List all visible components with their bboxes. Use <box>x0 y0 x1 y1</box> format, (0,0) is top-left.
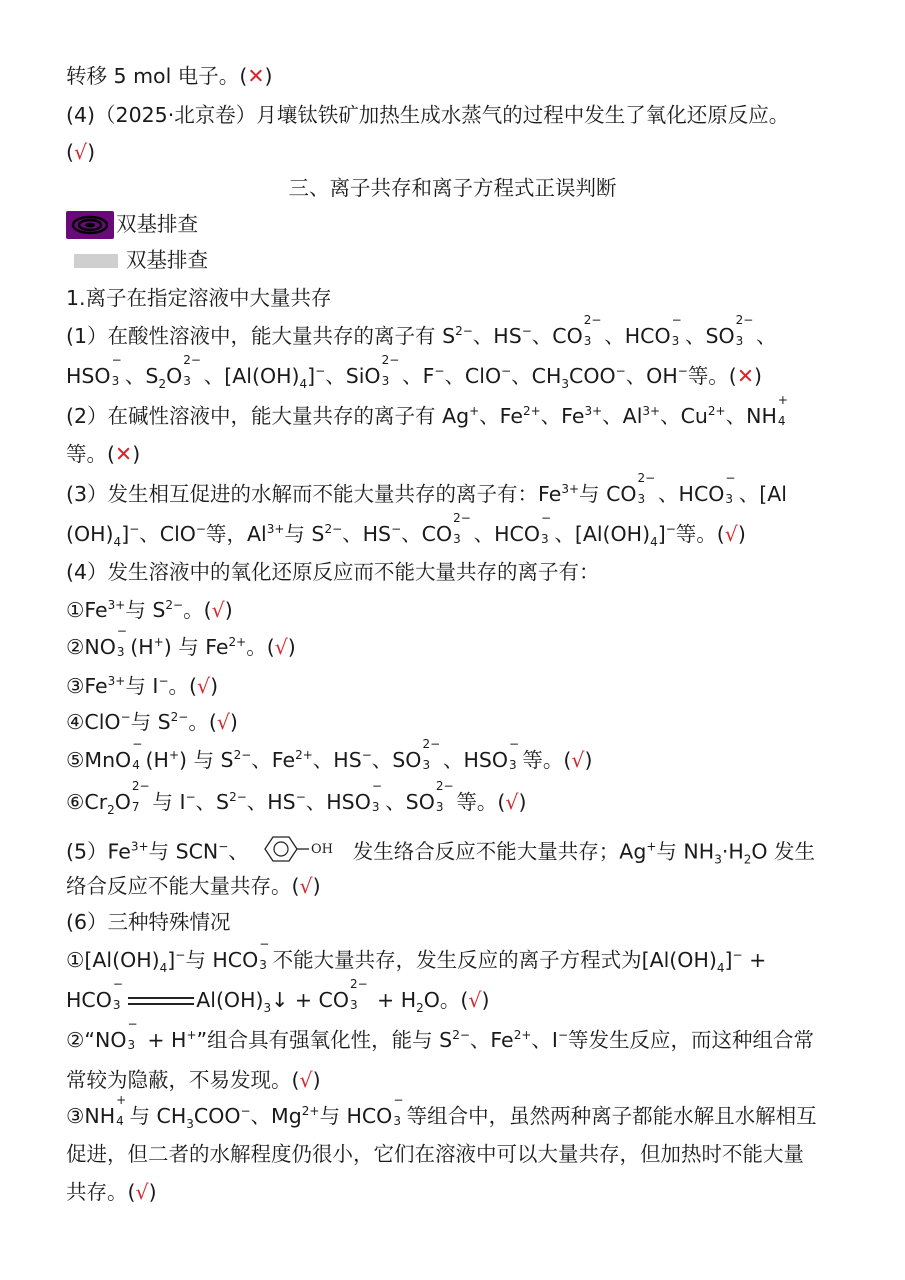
check-mark-icon: √ <box>299 874 313 898</box>
special-3-line-3: 共存。(√) <box>66 1180 157 1204</box>
item-2-line-2: 等。(✕) <box>66 442 141 466</box>
heading-1: 1.离子在指定溶液中大量共存 <box>66 286 332 310</box>
item-4-mark: (√) <box>66 140 96 164</box>
special-2-line-2: 常较为隐蔽，不易发现。(√) <box>66 1068 321 1092</box>
redox-5: ⑤MnO − 4 (H+) 与 $S^{2-}$、$Fe^{2+}$、HS−、SO 2− 3 、HSO − 3 等。(√) <box>66 736 593 772</box>
item-3-line-2: $(OH)_4]^-$、ClO−等，$Al^{3+}$与 $S^{2-}$、HS−、CO 2− 3 、HCO − 3 、$[Al(OH)_4]^-$等。(√) <box>66 510 746 550</box>
check-mark-icon: √ <box>274 635 288 659</box>
item-5-line-1: $(5)Fe^{3+}$与 SCN−、 OH 发生络合反应不能大量共存；Ag+与 $NH_3\cdot H_2O$ 发生 <box>66 834 815 871</box>
phenol-oh-label: OH <box>310 842 333 857</box>
line-1: 转移 5 mol 电子。(✕) <box>66 64 273 88</box>
check-mark-icon: √ <box>135 1180 149 1204</box>
item-1-line-2: HSO − 3 、$S_2O$ 2− 3 、$[Al(OH)_4]^-$、SiO 2− 3 、F−、ClO−、$CH_3COO^-$、OH−等。(✕) <box>66 352 762 392</box>
equals-arrow <box>128 997 194 1005</box>
cross-mark-icon: ✕ <box>247 64 265 88</box>
check-mark-icon: √ <box>299 1068 313 1092</box>
item-3-line-1: (3）发生相互促进的水解而不能大量共存的离子有：$Fe^{3+}$与 CO 2− 3 、HCO − 3 、[Al <box>66 470 787 506</box>
check-mark-icon: √ <box>571 748 585 772</box>
check-mark-icon: √ <box>197 674 211 698</box>
redox-3: $③Fe^{3+}$与 I−。(√) <box>66 674 219 698</box>
special-1-line-1: $①[Al(OH)_4]^-$与 HCO − 3 不能大量共存，发生反应的离子方程式为$[Al(OH)_4]^-$ + <box>66 936 767 976</box>
badge-icon <box>66 211 114 239</box>
check-mark-icon: √ <box>724 522 738 546</box>
check-mark-icon: √ <box>211 598 225 622</box>
special-1-line-2: HCO − 3 $Al(OH)_3↓$ + CO 2− 3 + $H_2O$。(√) <box>66 976 490 1016</box>
item-6-heading: (6）三种特殊情况 <box>66 910 231 934</box>
sub-heading: 双基排查 <box>74 246 208 274</box>
check-mark-icon: √ <box>505 790 519 814</box>
item-5-line-2: 络合反应不能大量共存。(√) <box>66 874 321 898</box>
redox-6: $⑥Cr_2O$ 2− 7 与 I−、$S^{2-}$、HS−、HSO − 3 、SO 2− 3 等。(√) <box>66 778 527 818</box>
item-4b-heading: (4）发生溶液中的氧化还原反应而不能大量共存的离子有： <box>66 560 600 584</box>
special-2-line-1: ②“NO − 3 + H+”组合具有强氧化性，能与 $S^{2-}$、$Fe^{2+}$、I−等发生反应，而这种组合常 <box>66 1016 814 1052</box>
special-3-line-2: 促进，但二者的水解程度仍很小，它们在溶液中可以大量共存，但加热时不能大量 <box>66 1142 804 1166</box>
gray-bar-icon <box>74 254 118 268</box>
cross-mark-icon: ✕ <box>736 364 754 388</box>
item-4-text: (4)（2025·北京卷）月壤钛铁矿加热生成水蒸气的过程中发生了氧化还原反应。 <box>66 103 790 127</box>
item-1-line-1: (1）在酸性溶液中，能大量共存的离子有 $S^{2-}$、HS−、CO 2− 3 、HCO − 3 、SO 2− 3 、 <box>66 312 777 348</box>
item-2-line-1: (2）在碱性溶液中，能大量共存的离子有 Ag+、$Fe^{2+}$、$Fe^{3+}$、$Al^{3+}$、$Cu^{2+}$、NH + 4 <box>66 392 788 428</box>
check-mark-icon: √ <box>74 140 88 164</box>
redox-1: $①Fe^{3+}$与 $S^{2-}$。(√) <box>66 598 233 622</box>
check-mark-icon: √ <box>216 710 230 734</box>
cross-mark-icon: ✕ <box>115 442 133 466</box>
phenol-structure <box>257 834 345 871</box>
redox-2: ②NO − 3 (H+) 与 $Fe^{2+}$。(√) <box>66 623 296 659</box>
redox-4: ④ClO−与 $S^{2-}$。(√) <box>66 710 238 734</box>
badge-heading: 双基排查 <box>66 210 198 239</box>
section-title: 三、离子共存和离子方程式正误判断 <box>288 176 617 200</box>
check-mark-icon: √ <box>468 988 482 1012</box>
special-3-line-1: ③NH + 4 与 $CH_3COO^-$、$Mg^{2+}$与 HCO − 3 等组合中，虽然两种离子都能水解且水解相互 <box>66 1092 817 1132</box>
